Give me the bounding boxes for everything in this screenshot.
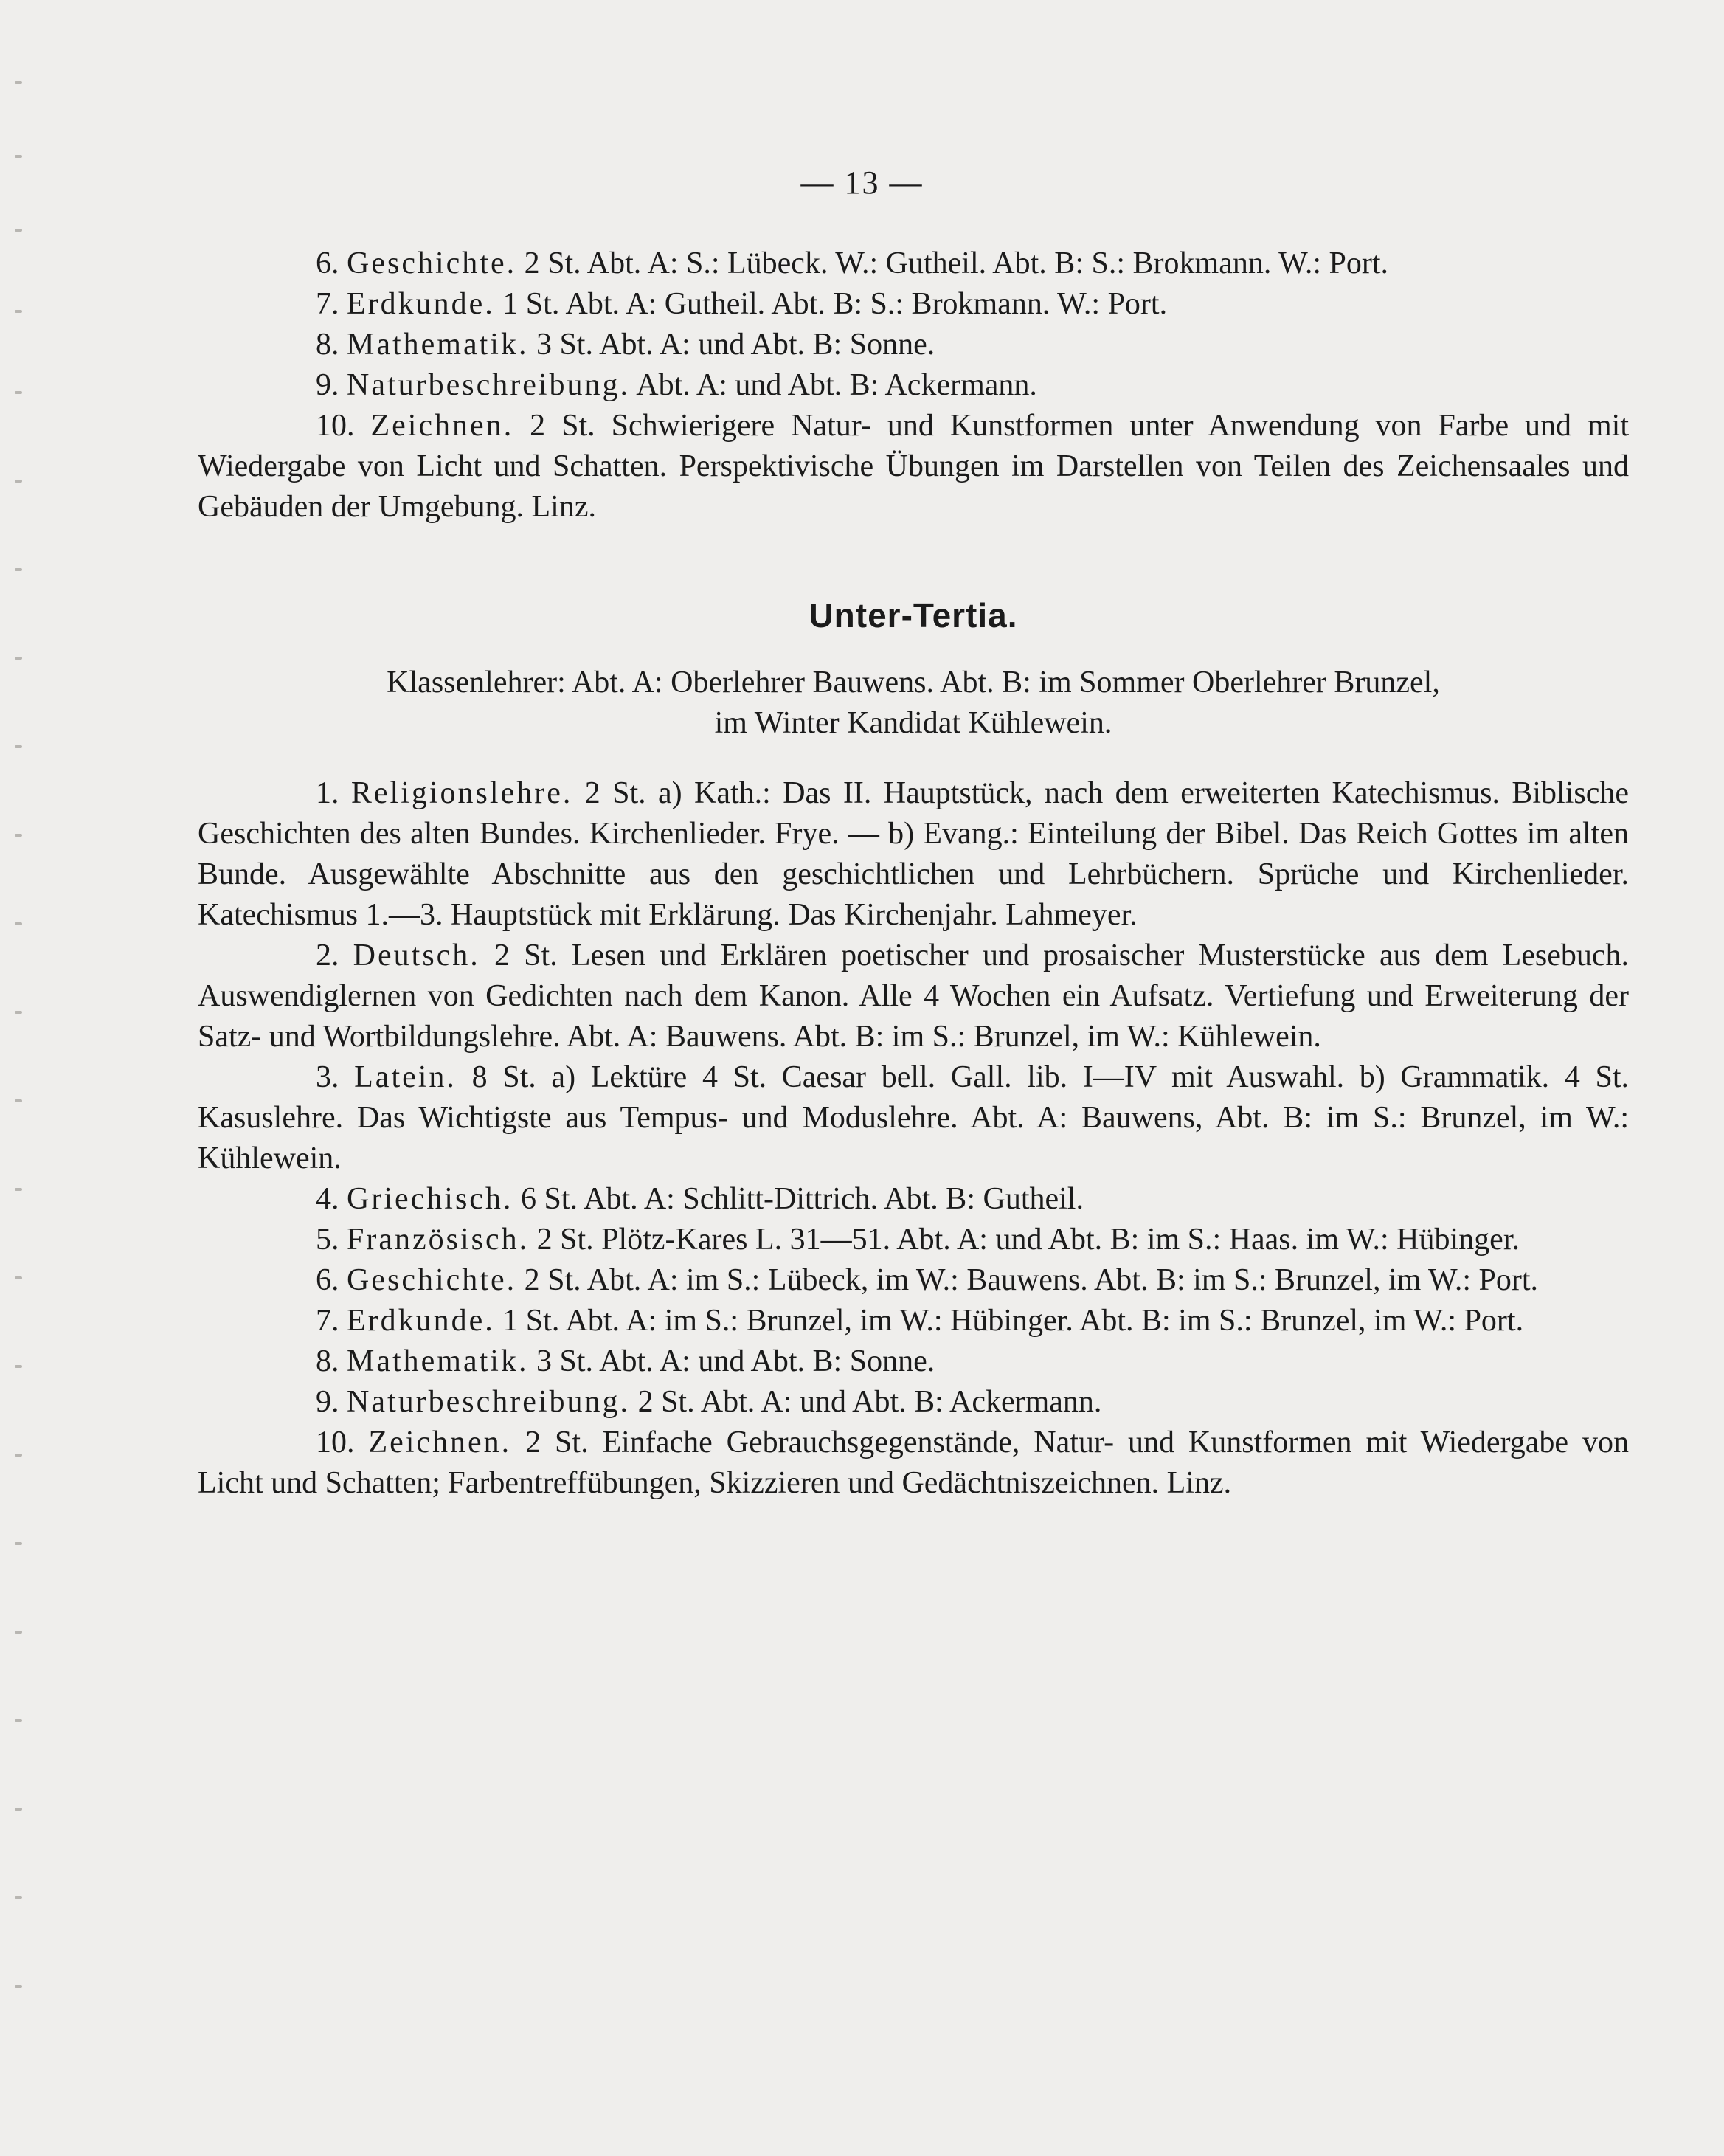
class-teacher-line: Klassenlehrer: Abt. A: Oberlehrer Bauwens. Abt. B: im Sommer Oberlehrer Brunzel, [387, 666, 1440, 699]
list-item: 1. Religionslehre. 2 St. a) Kath.: Das II. Hauptstück, nach dem erweiterten Katechismus. Biblische Geschichten des alten Bundes. Kirchenlieder. Frye. — b) Evang.: Einteilung der Bibel. Das Reich Gottes im alten Bunde. Ausgewählte Abschnitte aus den geschichtlichen und Lehrbüchern. Sprüche und Kirchenlieder. Katechismus 1.—3. Hauptstück mit Erklärung. Das Kirchenjahr. Lahmeyer. [198, 776, 1630, 932]
subject-list [198, 773, 1629, 1504]
list-item: 7. Erdkunde. 1 St. Abt. A: Gutheil. Abt. B: S.: Brokmann. W.: Port. [316, 287, 1168, 321]
list-item: 8. Mathematik. 3 St. Abt. A: und Abt. B: Sonne. [316, 328, 935, 362]
section-heading: Unter-Tertia. [809, 596, 1018, 635]
list-item: 6. Geschichte. 2 St. Abt. A: im S.: Lübeck, im W.: Bauwens. Abt. B: im S.: Brunzel, im W.: Port. [316, 1263, 1539, 1297]
list-item: 8. Mathematik. 3 St. Abt. A: und Abt. B: Sonne. [316, 1344, 935, 1378]
list-item: 9. Naturbeschreibung. 2 St. Abt. A: und Abt. B: Ackermann. [316, 1385, 1102, 1419]
list-item: 5. Französisch. 2 St. Plötz-Kares L. 31—51. Abt. A: und Abt. B: im S.: Haas. im W.: Hübinger. [316, 1223, 1520, 1257]
list-item: 4. Griechisch. 6 St. Abt. A: Schlitt-Dittrich. Abt. B: Gutheil. [316, 1182, 1084, 1216]
class-teacher-line: im Winter Kandidat Kühlewein. [714, 706, 1112, 740]
list-item: 3. Latein. 8 St. a) Lektüre 4 St. Caesar bell. Gall. lib. I—IV mit Auswahl. b) Grammatik. 4 St. Kasuslehre. Das Wichtigste aus Tempus- und Moduslehre. Abt. A: Bauwens, Abt. B: im S.: Brunzel, im W.: Kühlewein. [198, 1060, 1630, 1175]
page-number: — 13 — [800, 165, 924, 201]
list-item: 10. Zeichnen. 2 St. Schwierigere Natur- und Kunstformen unter Anwendung von Farbe und mit Wiedergabe von Licht und Schatten. Perspektivische Übungen im Darstellen von Teilen des Zeichensaales und Gebäuden der Umgebung. Linz. [198, 409, 1630, 524]
previous-section-list [198, 243, 1629, 528]
page-body [198, 243, 1629, 1504]
list-item: 6. Geschichte. 2 St. Abt. A: S.: Lübeck. W.: Gutheil. Abt. B: S.: Brokmann. W.: Port. [316, 246, 1389, 280]
list-item: 10. Zeichnen. 2 St. Einfache Gebrauchsgegenstände, Natur- und Kunstformen mit Wiedergabe von Licht und Schatten; Farbentreffübungen, Skizzieren und Gedächtniszeichnen. Linz. [198, 1426, 1630, 1500]
class-teacher-note [198, 663, 1629, 744]
binding-edge [6, 66, 35, 2059]
list-item: 9. Naturbeschreibung. Abt. A: und Abt. B: Ackermann. [316, 368, 1037, 402]
list-item: 2. Deutsch. 2 St. Lesen und Erklären poetischer und prosaischer Musterstücke aus dem Lesebuch. Auswendiglernen von Gedichten nach dem Kanon. Alle 4 Wochen ein Aufsatz. Vertiefung und Erweiterung der Satz- und Wortbildungslehre. Abt. A: Bauwens. Abt. B: im S.: Brunzel, im W.: Kühlewein. [198, 939, 1630, 1054]
list-item: 7. Erdkunde. 1 St. Abt. A: im S.: Brunzel, im W.: Hübinger. Abt. B: im S.: Brunzel, im W.: Port. [316, 1304, 1524, 1338]
